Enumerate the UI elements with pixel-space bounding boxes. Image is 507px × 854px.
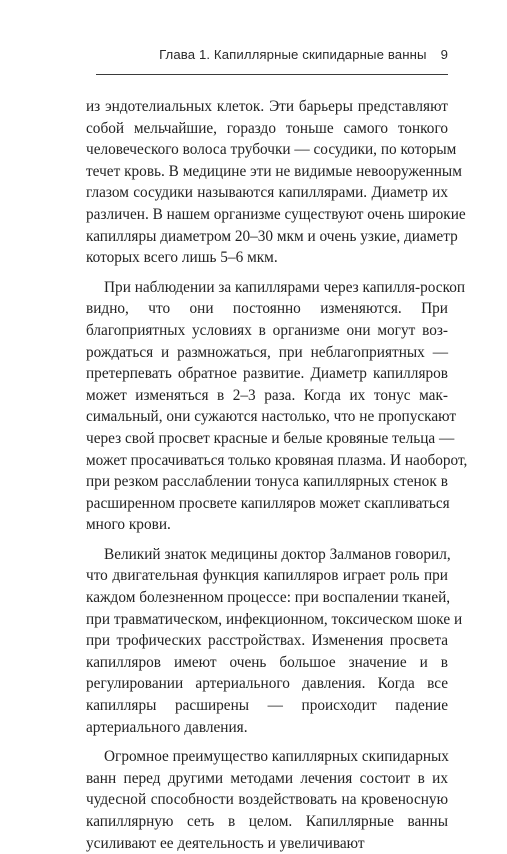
text-line: чудесной способности воздействовать на кровеносную <box>86 791 448 809</box>
paragraph-3 <box>86 544 463 738</box>
text-line: через свой просвет красные и белые кровяные тельца — <box>86 429 455 447</box>
chapter-title: Глава 1. Капиллярные скипидарные ванны <box>159 47 427 62</box>
text-line: Огромное преимущество капиллярных скипидарных <box>104 748 449 766</box>
text-line: человеческого волоса трубочки — сосудики, по которым <box>86 141 457 159</box>
text-line: при резком расслаблении тонуса капиллярных стенок в <box>86 473 448 491</box>
text-line: регулировании артериального давления. Когда все <box>86 675 448 693</box>
text-line: капилляры диаметром 20–30 мкм и очень узкие, диаметр <box>86 227 458 245</box>
paragraph-gap <box>86 269 448 277</box>
text-line: При наблюдении за капиллярами через капилля-роскоп <box>104 278 466 296</box>
text-line: из эндотелиальных клеток. Эти барьеры представляют <box>86 98 448 115</box>
text-line: капилляры расширены — происходит падение <box>86 697 448 715</box>
page-number: 9 <box>440 47 448 62</box>
body-text <box>86 96 468 854</box>
text-line: симальный, они сужаются настолько, что не пропускают <box>86 408 457 426</box>
paragraph-1 <box>86 96 466 269</box>
text-line: усиливают ее деятельность и увеличивают <box>86 834 365 852</box>
paragraph-2 <box>86 277 468 536</box>
text-line: рождаться и размножаться, при неблагоприятных — <box>86 343 448 361</box>
text-line: при трофических расстройствах. Изменения просвета <box>86 632 448 650</box>
paragraph-gap <box>86 738 448 746</box>
text-line: капиллярную сеть в целом. Капиллярные ванны <box>86 813 448 830</box>
text-line: артериального давления. <box>86 718 248 736</box>
text-line: каждом болезненном процессе: при воспалении тканей, <box>86 589 451 607</box>
text-line: при травматическом, инфекционном, токсическом шоке и <box>86 610 463 628</box>
paragraph-gap <box>86 536 448 544</box>
text-line: претерпевать обратное развитие. Диаметр капилляров <box>86 365 448 383</box>
text-line: различен. В нашем организме существуют очень широкие <box>86 205 466 223</box>
text-line: может изменяться в 2–3 раза. Когда их тонус мак- <box>86 386 448 404</box>
text-line: благоприятных условиях в организме они могут воз- <box>86 321 448 339</box>
paragraph-4 <box>86 746 448 854</box>
text-line: ванн перед другими методами лечения состоит в их <box>86 769 448 787</box>
text-line: Великий знаток медицины доктор Залманов говорил, <box>104 545 451 563</box>
text-line: расширенном просвете капилляров может скапливаться <box>86 494 450 512</box>
text-line: глазом сосудики называются капиллярами. Диаметр их <box>86 184 448 202</box>
text-line: капилляров имеют очень большое значение и в <box>86 653 448 671</box>
text-line: течет кровь. В медицине эти не видимые невооруженным <box>86 162 462 180</box>
running-header <box>96 47 448 62</box>
text-line: которых всего лишь 5–6 мкм. <box>86 249 278 267</box>
text-line: видно, что они постоянно изменяются. При <box>86 300 448 318</box>
text-line: собой мельчайшие, гораздо тоньше самого тонкого <box>86 119 448 137</box>
header-rule <box>96 74 448 75</box>
text-line: много крови. <box>86 516 171 534</box>
text-line: что двигательная функция капилляров играет роль при <box>86 567 448 585</box>
text-line: может просачиваться только кровяная плазма. И наоборот, <box>86 451 468 469</box>
